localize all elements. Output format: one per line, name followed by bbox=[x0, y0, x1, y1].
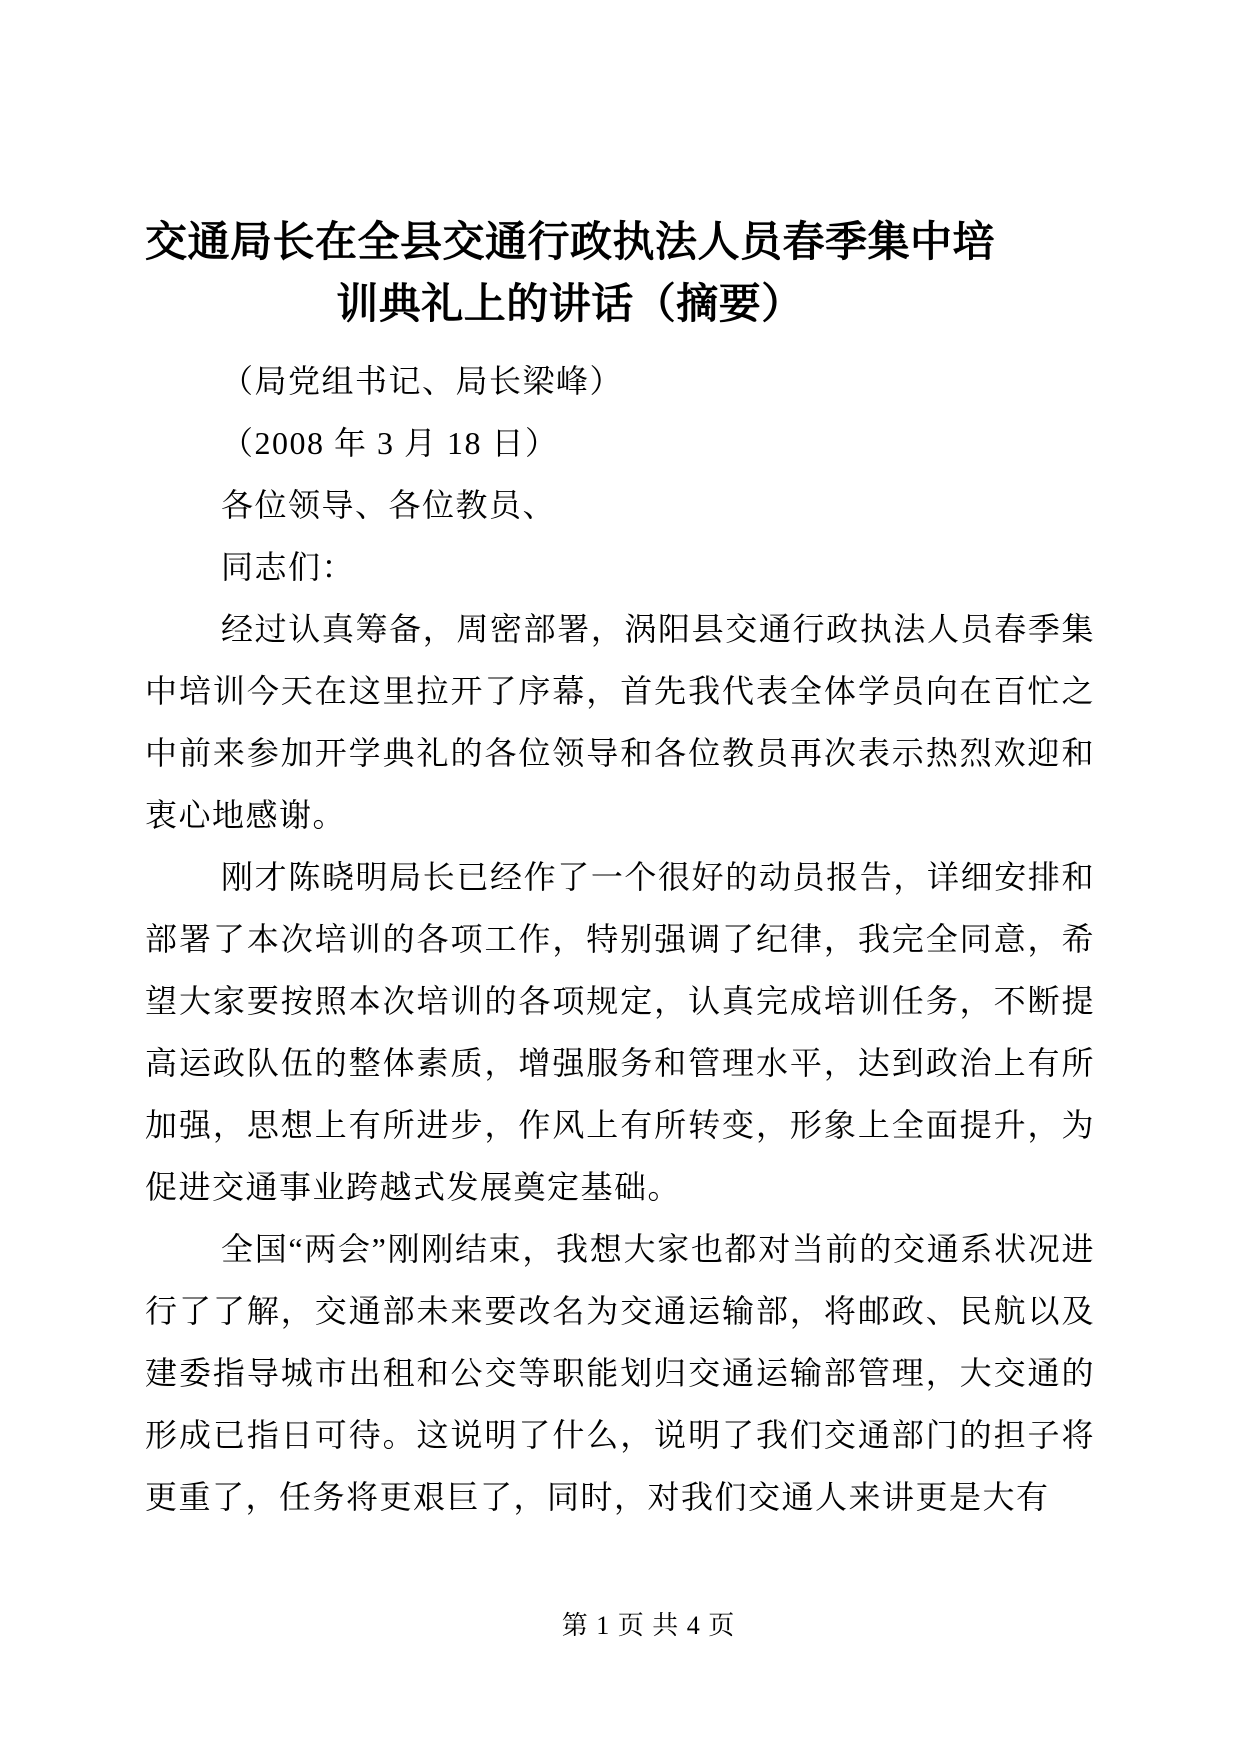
salutation-line-comrades: 同志们： bbox=[221, 549, 356, 585]
page-number-footer: 第 1 页 共 4 页 bbox=[561, 1611, 736, 1640]
paragraph-mobilization-report: 刚才陈晓明局长已经作了一个很好的动员报告，详细安排和部署了本次培训的各项工作，特别强调了纪律，我完全同意，希望大家要按照本次培训的各项规定，认真完成培训任务，不断提高运政队伍的整体素质，增强服务和管理水平，达到政治上有所加强，思想上有所进步，作风上有所转变，形象上全面提升，为促进交通事业跨越式发展奠定基础。 bbox=[145, 859, 1095, 1205]
salutation-line-leaders: 各位领导、各位教员、 bbox=[221, 487, 557, 523]
paragraph-two-sessions: 全国“两会”刚刚结束，我想大家也都对当前的交通系状况进行了了解，交通部未来要改名为交通运输部，将邮政、民航以及建委指导城市出租和公交等职能划归交通运输部管理，大交通的形成已指日可待。这说明了什么，说明了我们交通部门的担子将更重了，任务将更艰巨了，同时，对我们交通人来讲更是大有 bbox=[145, 1231, 1095, 1515]
document-body bbox=[145, 350, 1095, 1528]
date-line: （2008 年 3 月 18 日） bbox=[221, 425, 559, 461]
document-title: 交通局长在全县交通行政执法人员春季集中培训典礼上的讲话（摘要） bbox=[145, 220, 996, 328]
byline: （局党组书记、局长梁峰） bbox=[221, 363, 624, 399]
paragraph-opening: 经过认真筹备，周密部署，涡阳县交通行政执法人员春季集中培训今天在这里拉开了序幕，首先我代表全体学员向在百忙之中前来参加开学典礼的各位领导和各位教员再次表示热烈欢迎和衷心地感谢。 bbox=[145, 611, 1095, 833]
